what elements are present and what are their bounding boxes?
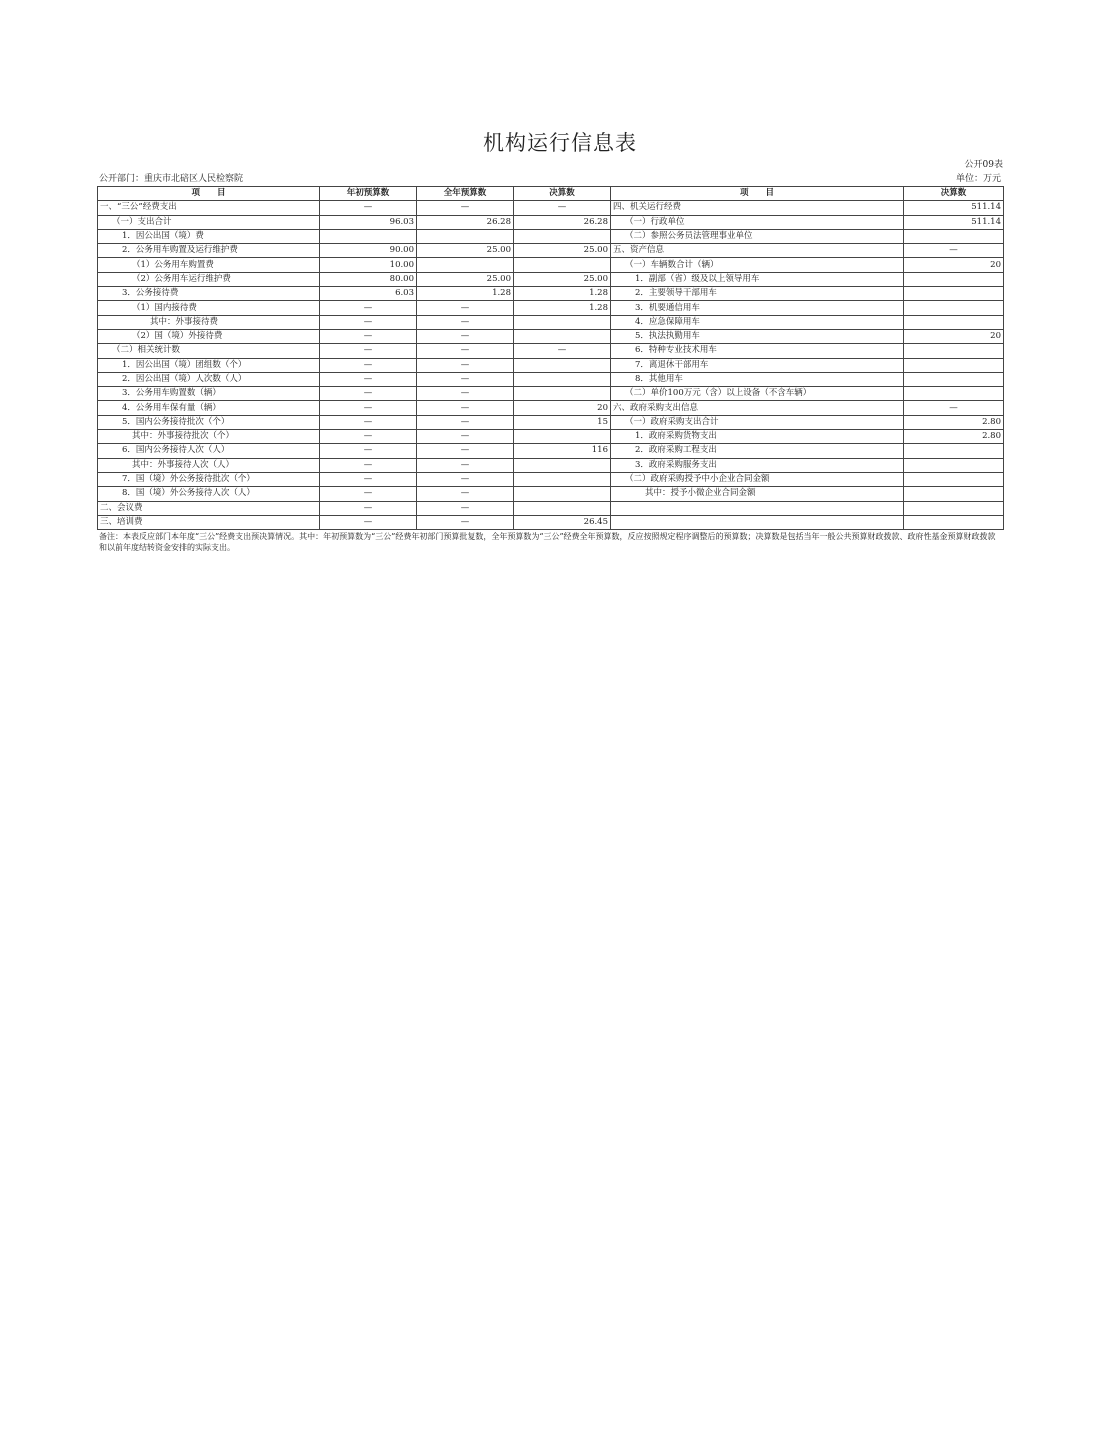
row-initial-budget: — — [320, 344, 417, 358]
table-body — [98, 201, 1004, 530]
row-item-left: 3．公务用车购置数（辆） — [98, 387, 320, 401]
row-final-accounts-right — [904, 301, 1004, 315]
header-item-right: 项 目 — [611, 187, 904, 201]
table-row — [98, 472, 1004, 486]
row-item-left: 1．因公出国（境）费 — [98, 229, 320, 243]
row-item-right: 四、机关运行经费 — [611, 201, 904, 215]
table-row — [98, 415, 1004, 429]
row-full-year-budget: — — [417, 358, 514, 372]
table-row — [98, 444, 1004, 458]
row-final-accounts — [514, 387, 611, 401]
row-final-accounts-right: — — [904, 401, 1004, 415]
row-initial-budget: 96.03 — [320, 215, 417, 229]
row-final-accounts-right: 2.80 — [904, 430, 1004, 444]
row-item-right: （一）行政单位 — [611, 215, 904, 229]
table-row — [98, 201, 1004, 215]
header-initial-budget: 年初预算数 — [320, 187, 417, 201]
row-initial-budget: — — [320, 401, 417, 415]
row-item-right: 6．特种专业技术用车 — [611, 344, 904, 358]
row-final-accounts — [514, 472, 611, 486]
row-initial-budget: — — [320, 329, 417, 343]
row-initial-budget: — — [320, 458, 417, 472]
table-row — [98, 515, 1004, 529]
row-full-year-budget: — — [417, 301, 514, 315]
row-final-accounts: 116 — [514, 444, 611, 458]
header-final-accounts-right: 决算数 — [904, 187, 1004, 201]
table-row — [98, 358, 1004, 372]
row-item-left: 1．因公出国（境）团组数（个） — [98, 358, 320, 372]
row-final-accounts — [514, 501, 611, 515]
row-full-year-budget: — — [417, 201, 514, 215]
row-item-right: 其中：授予小微企业合同金额 — [611, 487, 904, 501]
row-item-right: 5．执法执勤用车 — [611, 329, 904, 343]
row-item-right: （二）参照公务员法管理事业单位 — [611, 229, 904, 243]
row-final-accounts — [514, 329, 611, 343]
row-initial-budget: — — [320, 415, 417, 429]
row-final-accounts: 25.00 — [514, 272, 611, 286]
row-item-left: 4．公务用车保有量（辆） — [98, 401, 320, 415]
row-item-right: 3．机要通信用车 — [611, 301, 904, 315]
header-item-left: 项 目 — [98, 187, 320, 201]
table-header-row — [98, 187, 1004, 201]
row-final-accounts-right — [904, 315, 1004, 329]
row-item-left: 一、“三公”经费支出 — [98, 201, 320, 215]
department-label: 公开部门：重庆市北碚区人民检察院 — [99, 174, 244, 184]
row-full-year-budget — [417, 229, 514, 243]
row-item-left: （二）相关统计数 — [98, 344, 320, 358]
row-initial-budget: — — [320, 430, 417, 444]
row-full-year-budget: — — [417, 344, 514, 358]
row-final-accounts-right — [904, 472, 1004, 486]
row-final-accounts — [514, 430, 611, 444]
row-final-accounts — [514, 372, 611, 386]
row-final-accounts-right — [904, 344, 1004, 358]
row-initial-budget: — — [320, 387, 417, 401]
table-row — [98, 487, 1004, 501]
row-final-accounts-right — [904, 444, 1004, 458]
row-item-right: 4．应急保障用车 — [611, 315, 904, 329]
row-final-accounts-right — [904, 272, 1004, 286]
row-final-accounts: 26.45 — [514, 515, 611, 529]
table-row — [98, 344, 1004, 358]
row-full-year-budget: — — [417, 430, 514, 444]
row-final-accounts-right: 20 — [904, 258, 1004, 272]
row-item-right: 8．其他用车 — [611, 372, 904, 386]
row-item-right: 1．政府采购货物支出 — [611, 430, 904, 444]
row-item-right: 2．主要领导干部用车 — [611, 287, 904, 301]
row-final-accounts-right: 511.14 — [904, 215, 1004, 229]
row-final-accounts: — — [514, 344, 611, 358]
row-item-left: 其中：外事接待人次（人） — [98, 458, 320, 472]
row-initial-budget: — — [320, 301, 417, 315]
row-item-left: 6．国内公务接待人次（人） — [98, 444, 320, 458]
table-row — [98, 458, 1004, 472]
row-final-accounts-right — [904, 287, 1004, 301]
row-item-right: 1．副部（省）级及以上领导用车 — [611, 272, 904, 286]
row-initial-budget: 6.03 — [320, 287, 417, 301]
header-full-year-budget: 全年预算数 — [417, 187, 514, 201]
row-item-left: 3．公务接待费 — [98, 287, 320, 301]
row-full-year-budget: — — [417, 401, 514, 415]
row-initial-budget — [320, 229, 417, 243]
row-item-right — [611, 515, 904, 529]
row-final-accounts-right — [904, 458, 1004, 472]
row-full-year-budget: — — [417, 329, 514, 343]
row-item-right: 7．离退休干部用车 — [611, 358, 904, 372]
table-row — [98, 287, 1004, 301]
row-full-year-budget — [417, 258, 514, 272]
row-full-year-budget: — — [417, 487, 514, 501]
row-final-accounts-right: — — [904, 244, 1004, 258]
row-initial-budget: — — [320, 487, 417, 501]
row-full-year-budget: — — [417, 387, 514, 401]
row-item-left: 二、会议费 — [98, 501, 320, 515]
meta-row — [97, 172, 1003, 186]
row-final-accounts — [514, 229, 611, 243]
row-item-right: （二）政府采购授予中小企业合同金额 — [611, 472, 904, 486]
row-initial-budget: 10.00 — [320, 258, 417, 272]
table-row — [98, 430, 1004, 444]
row-item-left: 7．国（境）外公务接待批次（个） — [98, 472, 320, 486]
row-final-accounts: — — [514, 201, 611, 215]
table-row — [98, 215, 1004, 229]
row-final-accounts — [514, 487, 611, 501]
row-item-left: 5．国内公务接待批次（个） — [98, 415, 320, 429]
table-row — [98, 258, 1004, 272]
table-row — [98, 387, 1004, 401]
row-item-right: 五、资产信息 — [611, 244, 904, 258]
info-table — [97, 186, 1004, 530]
row-full-year-budget: — — [417, 472, 514, 486]
table-row — [98, 272, 1004, 286]
row-final-accounts: 20 — [514, 401, 611, 415]
row-final-accounts: 25.00 — [514, 244, 611, 258]
row-item-left: 2．公务用车购置及运行维护费 — [98, 244, 320, 258]
table-row — [98, 229, 1004, 243]
row-initial-budget: — — [320, 515, 417, 529]
row-item-right: 2．政府采购工程支出 — [611, 444, 904, 458]
row-initial-budget: — — [320, 501, 417, 515]
row-item-right: 六、政府采购支出信息 — [611, 401, 904, 415]
row-full-year-budget: — — [417, 515, 514, 529]
row-initial-budget: — — [320, 315, 417, 329]
row-full-year-budget: — — [417, 444, 514, 458]
row-full-year-budget: — — [417, 458, 514, 472]
table-row — [98, 501, 1004, 515]
row-initial-budget: — — [320, 444, 417, 458]
row-final-accounts-right — [904, 387, 1004, 401]
unit-label: 单位：万元 — [955, 174, 1001, 184]
row-item-left: 三、培训费 — [98, 515, 320, 529]
row-initial-budget: — — [320, 472, 417, 486]
row-final-accounts — [514, 358, 611, 372]
row-item-right — [611, 501, 904, 515]
table-row — [98, 315, 1004, 329]
row-item-right: （一）车辆数合计（辆） — [611, 258, 904, 272]
row-full-year-budget: — — [417, 315, 514, 329]
row-item-left: 8．国（境）外公务接待人次（人） — [98, 487, 320, 501]
row-item-left: 2．因公出国（境）人次数（人） — [98, 372, 320, 386]
row-initial-budget: — — [320, 201, 417, 215]
row-final-accounts — [514, 315, 611, 329]
row-final-accounts — [514, 258, 611, 272]
row-item-left: （2）公务用车运行维护费 — [98, 272, 320, 286]
row-item-right: （二）单价100万元（含）以上设备（不含车辆） — [611, 387, 904, 401]
table-code: 公开09表 — [964, 160, 1003, 170]
row-full-year-budget: — — [417, 372, 514, 386]
table-row — [98, 372, 1004, 386]
table-row — [98, 301, 1004, 315]
row-initial-budget: 90.00 — [320, 244, 417, 258]
row-final-accounts-right — [904, 372, 1004, 386]
row-item-left: （1）国内接待费 — [98, 301, 320, 315]
row-item-left: （一）支出合计 — [98, 215, 320, 229]
row-item-left: 其中：外事接待费 — [98, 315, 320, 329]
row-full-year-budget: 1.28 — [417, 287, 514, 301]
row-item-left: 其中：外事接待批次（个） — [98, 430, 320, 444]
row-full-year-budget: — — [417, 501, 514, 515]
row-full-year-budget: — — [417, 415, 514, 429]
row-final-accounts-right — [904, 229, 1004, 243]
table-row — [98, 329, 1004, 343]
row-final-accounts-right — [904, 487, 1004, 501]
page-title: 机构运行信息表 — [483, 131, 637, 155]
row-initial-budget: 80.00 — [320, 272, 417, 286]
row-item-right: （一）政府采购支出合计 — [611, 415, 904, 429]
row-final-accounts: 1.28 — [514, 301, 611, 315]
row-final-accounts-right: 511.14 — [904, 201, 1004, 215]
row-final-accounts-right: 20 — [904, 329, 1004, 343]
row-final-accounts-right — [904, 358, 1004, 372]
row-final-accounts: 26.28 — [514, 215, 611, 229]
row-initial-budget: — — [320, 372, 417, 386]
row-item-right: 3．政府采购服务支出 — [611, 458, 904, 472]
row-item-left: （1）公务用车购置费 — [98, 258, 320, 272]
row-final-accounts: 15 — [514, 415, 611, 429]
table-row — [98, 401, 1004, 415]
row-full-year-budget: 25.00 — [417, 244, 514, 258]
table-row — [98, 244, 1004, 258]
row-final-accounts-right — [904, 501, 1004, 515]
row-final-accounts — [514, 458, 611, 472]
row-item-left: （2）国（境）外接待费 — [98, 329, 320, 343]
row-final-accounts: 1.28 — [514, 287, 611, 301]
row-full-year-budget: 26.28 — [417, 215, 514, 229]
row-full-year-budget: 25.00 — [417, 272, 514, 286]
row-final-accounts-right: 2.80 — [904, 415, 1004, 429]
report-sheet — [97, 128, 1003, 553]
row-initial-budget: — — [320, 358, 417, 372]
header-final-accounts: 决算数 — [514, 187, 611, 201]
footnote: 备注：本表反应部门本年度“三公”经费支出预决算情况。其中：年初预算数为“三公”经费年初部门预算批复数，全年预算数为“三公”经费全年预算数，反应按照规定程序调整后的预算数；决算数是包括当年一般公共预算财政拨款、政府性基金预算财政拨款和以前年度结转资金安排的实际支出。 — [99, 532, 996, 553]
row-final-accounts-right — [904, 515, 1004, 529]
